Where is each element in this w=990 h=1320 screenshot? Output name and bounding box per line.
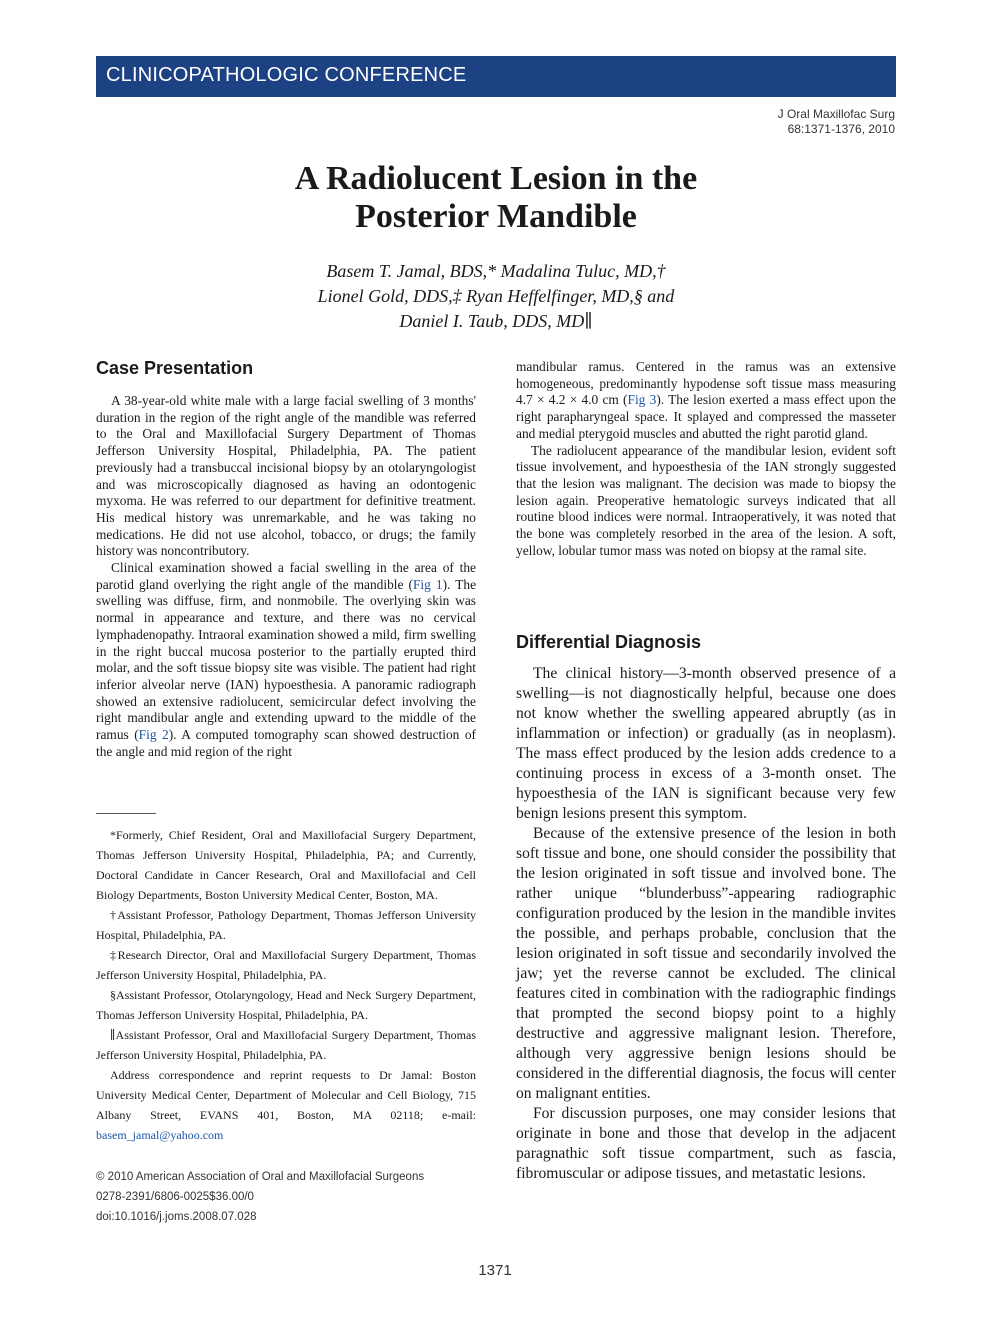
email-link[interactable]: basem_jamal@yahoo.com	[96, 1128, 224, 1142]
fig-3-link[interactable]: Fig 3	[627, 392, 657, 408]
footnote-4: §Assistant Professor, Otolaryngology, Head and Neck Surgery Department, Thomas Jefferson University Hospital, Philadelphia, PA.	[96, 988, 476, 1022]
fig-2-link[interactable]: Fig 2	[138, 727, 169, 743]
authors-line-3: Daniel I. Taub, DDS, MD∥	[399, 311, 593, 331]
footnotes	[96, 825, 476, 1145]
title-line-1: A Radiolucent Lesion in the	[294, 160, 698, 197]
case-paragraph-4: The radiolucent appearance of the mandibular lesion, evident soft tissue involvement, and hypoesthesia of the IAN strongly suggested that the lesion was malignant. The decision was made to biopsy the lesion again. Preoperative hematologic surveys indicated that all routine blood indices were normal. Intraoperatively, it was noted that the bone was completely resorbed in the area of the lesion. A soft, yellow, lobular tumor mass was noted on biopsy at the ramal site.	[516, 442, 896, 558]
footnote-address	[96, 1065, 476, 1145]
case-paragraph-3	[516, 359, 896, 443]
journal-name: J Oral Maxillofac Surg	[777, 107, 895, 121]
footnote-5: ∥Assistant Professor, Oral and Maxillofacial Surgery Department, Thomas Jefferson University Hospital, Philadelphia, PA.	[96, 1028, 476, 1062]
doi-line: doi:10.1016/j.joms.2008.07.028	[96, 1211, 257, 1223]
case-p3-text-b: ). The lesion exerted a mass effect upon the right parapharyngeal space. It splayed and compressed the masseter and medial pterygoid muscles and abutted the right parotid gland.	[516, 392, 896, 441]
fig-1-link[interactable]: Fig 1	[412, 576, 443, 592]
issn-line: 0278-2391/6806-0025$36.00/0	[96, 1191, 254, 1203]
journal-citation	[778, 107, 895, 137]
dd-paragraph-1: The clinical history—3-month observed presence of a swelling—is not diagnostically helpful, because one does not know whether the swelling appeared abruptly (as in inflammation or infection) or gradually (as in neoplasm). The mass effect produced by the lesion adds credence to a continuing process in excess of a 3-month onset. The hypoesthesia of the IAN is significant because very few benign lesions present this symptom.	[516, 665, 896, 822]
dd-paragraph-2: Because of the extensive presence of the lesion in both soft tissue and bone, one should consider the possibility that the lesion originated in soft tissue and involved bone. The rather unique “blunderbuss”-appearing radiographic configuration produced by the lesion in the mandible invites the possible, and perhaps probable, conclusion that the lesion originated in soft tissue and secondarily involved the jaw; yet the reverse cannot be excluded. The clinical features cited in combination with the radiographic findings that prompted the second biopsy point to a highly destructive and aggressive malignant lesion. Therefore, although very aggressive benign lesions should be considered in the differential diagnosis, the focus will center on malignant entities.	[516, 825, 896, 1102]
case-p2-text-a: Clinical examination showed a facial swelling in the area of the parotid gland overlying the right angle of the mandible (	[96, 560, 476, 592]
differential-diagnosis-column	[516, 664, 896, 1184]
case-p3-text-a: mandibular ramus. Centered in the ramus was an extensive homogeneous, predominantly hypodense soft tissue mass measuring 4.7 × 4.2 × 4.0 cm (	[516, 359, 896, 408]
copyright-block	[96, 1167, 476, 1227]
differential-diagnosis-heading: Differential Diagnosis	[516, 632, 702, 652]
authors-line-2: Lionel Gold, DDS,‡ Ryan Heffelfinger, MD,§ and	[317, 286, 675, 306]
case-paragraph-2	[96, 560, 476, 760]
authors-line-1: Basem T. Jamal, BDS,* Madalina Tuluc, MD,†	[326, 261, 666, 281]
page-number: 1371	[478, 1262, 512, 1279]
copyright-line: © 2010 American Association of Oral and Maxillofacial Surgeons	[96, 1171, 425, 1183]
case-presentation-left-column	[96, 393, 476, 760]
case-p2-text-c: ). A computed tomography scan showed destruction of the angle and mid region of the right	[96, 727, 476, 759]
dd-paragraph-3: For discussion purposes, one may consider lesions that originate in bone and those that develop in the adjacent paragnathic soft tissue compartment, such as fascia, fibromuscular or adipose tissues, and metastatic lesions.	[516, 1105, 896, 1182]
case-presentation-heading: Case Presentation	[96, 358, 254, 378]
footnote-2: †Assistant Professor, Pathology Department, Thomas Jefferson University Hospital, Philadelphia, PA.	[96, 908, 476, 942]
footnote-3: ‡Research Director, Oral and Maxillofacial Surgery Department, Thomas Jefferson University Hospital, Philadelphia, PA.	[96, 948, 476, 982]
address-text: Address correspondence and reprint requests to Dr Jamal: Boston University Medical Center, Department of Molecular and Cell Biology, 715 Albany Street, EVANS 401, Boston, MA 02118; e-mail:	[96, 1068, 476, 1122]
banner-label: CLINICOPATHOLOGIC CONFERENCE	[106, 64, 467, 86]
journal-volume: 68:1371-1376, 2010	[787, 122, 895, 136]
footnote-1: *Formerly, Chief Resident, Oral and Maxillofacial Surgery Department, Thomas Jefferson University Hospital, Philadelphia, PA; and Currently, Doctoral Candidate in Cancer Research, Oral and Maxillofacial and Cell Biology Departments, Boston University Medical Center, Boston, MA.	[96, 828, 476, 902]
case-p2-text-b: ). The swelling was diffuse, firm, and nonmobile. The overlying skin was normal in appearance and texture, and there was no cervical lymphadenopathy. Intraoral examination showed a mild, firm swelling in the right buccal mucosa posterior to the partially erupted third molar, and the soft tissue biopsy site was visible. The patient had right inferior alveolar nerve (IAN) hypoesthesia. A panoramic radiograph showed an extensive radiolucent, semicircular defect involving the right mandibular angle and extending upward to the middle of the ramus (	[96, 576, 477, 743]
article-title	[96, 160, 896, 236]
case-presentation-right-column	[516, 359, 896, 559]
title-line-2: Posterior Mandible	[355, 198, 637, 235]
section-banner	[96, 56, 896, 97]
case-paragraph-1: A 38-year-old white male with a large facial swelling of 3 months' duration in the region of the right angle of the mandible was referred to the Oral and Maxillofacial Surgery Department of Thomas Jefferson University Hospital, Philadelphia, PA. The patient previously had a transbuccal incisional biopsy by an otolaryngologist and was microscopically diagnosed as having an odontogenic myxoma. He was referred to our department for definitive treatment. His medical history was unremarkable, and he was taking no medications. He did not use alcohol, tobacco, or drugs; the family history was noncontributory.	[96, 393, 476, 559]
footnote-divider	[96, 813, 156, 814]
author-list	[96, 259, 896, 334]
